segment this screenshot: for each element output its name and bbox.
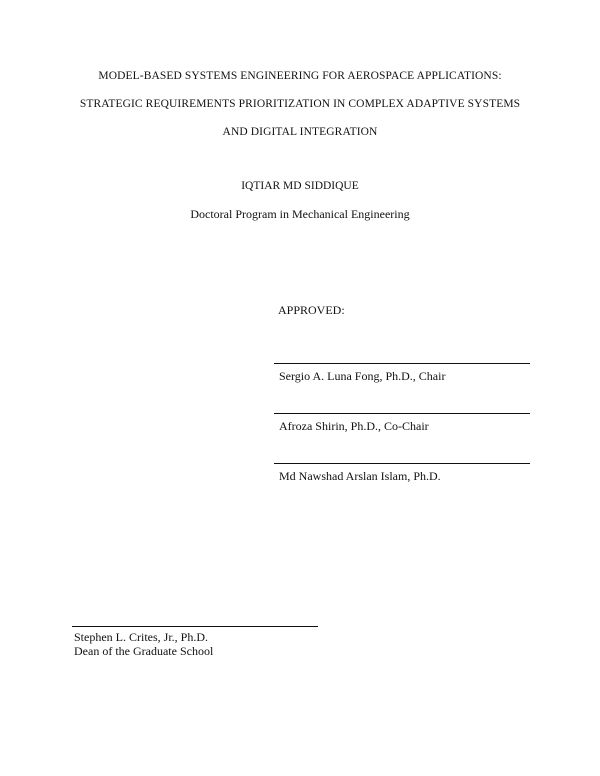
- signature-block-member: [274, 463, 530, 484]
- signature-line: [274, 413, 530, 414]
- title-line-1: MODEL-BASED SYSTEMS ENGINEERING FOR AEROSPACE APPLICATIONS:: [98, 70, 502, 82]
- title-line-2: STRATEGIC REQUIREMENTS PRIORITIZATION IN COMPLEX ADAPTIVE SYSTEMS: [79, 98, 521, 110]
- committee-member-name: Md Nawshad Arslan Islam, Ph.D.: [279, 469, 441, 483]
- dean-title: Dean of the Graduate School: [74, 644, 214, 658]
- approved-label: APPROVED:: [278, 303, 345, 317]
- signature-block-co-chair: [274, 413, 530, 434]
- signature-line: [274, 463, 530, 464]
- dean-signature-line: [72, 626, 318, 627]
- dean-name: Stephen L. Crites, Jr., Ph.D.: [74, 630, 208, 644]
- dean-signature-block: [72, 626, 318, 658]
- committee-member-name: Afroza Shirin, Ph.D., Co-Chair: [279, 419, 429, 433]
- author-name: IQTIAR MD SIDDIQUE: [241, 180, 359, 192]
- signature-line: [274, 363, 530, 364]
- signature-block-chair: [274, 363, 530, 384]
- committee-member-name: Sergio A. Luna Fong, Ph.D., Chair: [279, 369, 446, 383]
- title-line-3: AND DIGITAL INTEGRATION: [222, 126, 378, 138]
- program-name: Doctoral Program in Mechanical Engineering: [190, 207, 410, 221]
